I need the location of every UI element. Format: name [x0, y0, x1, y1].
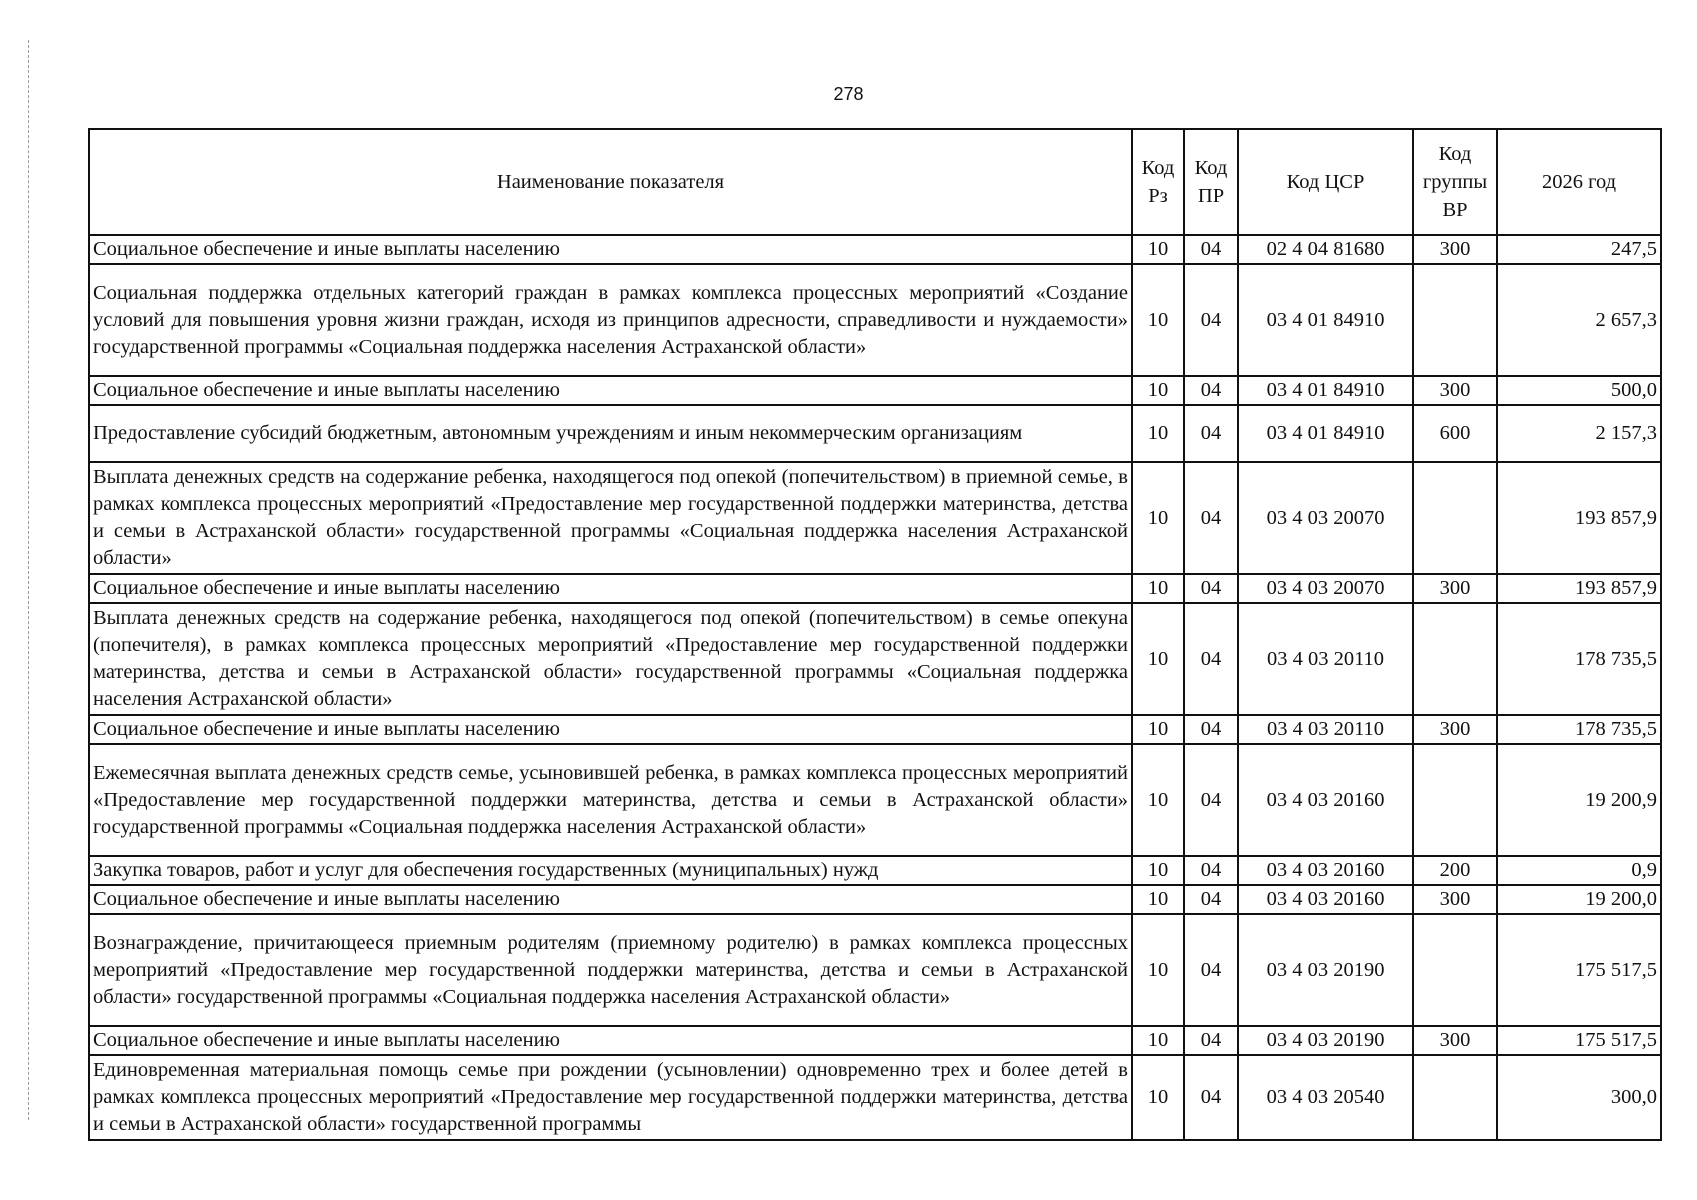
cell-csr: 03 4 03 20160 [1238, 856, 1413, 885]
cell-vr [1413, 914, 1497, 1026]
table-row [89, 1026, 1661, 1055]
cell-name: Закупка товаров, работ и услуг для обеспечения государственных (муниципальных) нужд [89, 856, 1132, 885]
cell-name: Социальное обеспечение и иные выплаты населению [89, 376, 1132, 405]
cell-rz: 10 [1132, 885, 1184, 914]
cell-pr: 04 [1184, 462, 1238, 574]
cell-vr: 300 [1413, 235, 1497, 264]
cell-vr: 300 [1413, 715, 1497, 744]
cell-rz: 10 [1132, 405, 1184, 462]
table-row [89, 405, 1661, 462]
cell-vr [1413, 264, 1497, 376]
cell-name: Социальное обеспечение и иные выплаты населению [89, 885, 1132, 914]
cell-pr: 04 [1184, 1055, 1238, 1140]
cell-csr: 03 4 03 20110 [1238, 603, 1413, 715]
cell-rz: 10 [1132, 574, 1184, 603]
table-row [89, 744, 1661, 856]
table-row [89, 264, 1661, 376]
table-row [89, 235, 1661, 264]
cell-name: Социальное обеспечение и иные выплаты населению [89, 574, 1132, 603]
cell-sum: 19 200,0 [1497, 885, 1661, 914]
cell-vr: 300 [1413, 376, 1497, 405]
cell-name: Социальное обеспечение и иные выплаты населению [89, 235, 1132, 264]
cell-rz: 10 [1132, 1055, 1184, 1140]
cell-sum: 0,9 [1497, 856, 1661, 885]
cell-pr: 04 [1184, 603, 1238, 715]
cell-sum: 247,5 [1497, 235, 1661, 264]
cell-csr: 02 4 04 81680 [1238, 235, 1413, 264]
cell-pr: 04 [1184, 264, 1238, 376]
cell-sum: 178 735,5 [1497, 603, 1661, 715]
table-row [89, 376, 1661, 405]
cell-pr: 04 [1184, 376, 1238, 405]
cell-rz: 10 [1132, 264, 1184, 376]
cell-pr: 04 [1184, 744, 1238, 856]
header-vr: Код группы ВР [1413, 129, 1497, 235]
table-row [89, 715, 1661, 744]
cell-rz: 10 [1132, 603, 1184, 715]
cell-sum: 193 857,9 [1497, 462, 1661, 574]
cell-pr: 04 [1184, 856, 1238, 885]
cell-sum: 178 735,5 [1497, 715, 1661, 744]
header-csr: Код ЦСР [1238, 129, 1413, 235]
table-row [89, 1055, 1661, 1140]
cell-vr [1413, 1055, 1497, 1140]
cell-vr [1413, 744, 1497, 856]
cell-name: Вознаграждение, причитающееся приемным родителям (приемному родителю) в рамках комплекса процессных мероприятий «Предоставление мер государственной поддержки материнства, детства и семьи в Астраханской области» государственной программы «Социальная поддержка населения Астраханской области» [89, 914, 1132, 1026]
cell-sum: 193 857,9 [1497, 574, 1661, 603]
page-margin-line [28, 40, 29, 1120]
cell-rz: 10 [1132, 462, 1184, 574]
cell-csr: 03 4 03 20110 [1238, 715, 1413, 744]
cell-name: Выплата денежных средств на содержание ребенка, находящегося под опекой (попечительством) в приемной семье, в рамках комплекса процессных мероприятий «Предоставление мер государственной поддержки материнства, детства и семьи в Астраханской области» государственной программы «Социальная поддержка населения Астраханской области» [89, 462, 1132, 574]
cell-csr: 03 4 03 20190 [1238, 1026, 1413, 1055]
cell-pr: 04 [1184, 1026, 1238, 1055]
cell-sum: 19 200,9 [1497, 744, 1661, 856]
cell-vr: 300 [1413, 1026, 1497, 1055]
table-row [89, 603, 1661, 715]
cell-pr: 04 [1184, 914, 1238, 1026]
cell-rz: 10 [1132, 856, 1184, 885]
cell-csr: 03 4 03 20190 [1238, 914, 1413, 1026]
cell-csr: 03 4 03 20160 [1238, 744, 1413, 856]
cell-sum: 175 517,5 [1497, 914, 1661, 1026]
cell-csr: 03 4 01 84910 [1238, 405, 1413, 462]
cell-csr: 03 4 03 20160 [1238, 885, 1413, 914]
header-year: 2026 год [1497, 129, 1661, 235]
cell-vr [1413, 603, 1497, 715]
cell-vr: 300 [1413, 885, 1497, 914]
cell-rz: 10 [1132, 715, 1184, 744]
cell-pr: 04 [1184, 405, 1238, 462]
cell-name: Социальная поддержка отдельных категорий граждан в рамках комплекса процессных мероприятий «Создание условий для повышения уровня жизни граждан, исходя из принципов адресности, справедливости и нуждаемости» государственной программы «Социальная поддержка населения Астраханской области» [89, 264, 1132, 376]
table-row [89, 462, 1661, 574]
cell-name: Социальное обеспечение и иные выплаты населению [89, 1026, 1132, 1055]
table-row [89, 914, 1661, 1026]
cell-vr: 200 [1413, 856, 1497, 885]
cell-csr: 03 4 03 20540 [1238, 1055, 1413, 1140]
cell-rz: 10 [1132, 1026, 1184, 1055]
cell-vr: 600 [1413, 405, 1497, 462]
table-row [89, 574, 1661, 603]
cell-sum: 300,0 [1497, 1055, 1661, 1140]
header-pr: Код ПР [1184, 129, 1238, 235]
cell-csr: 03 4 01 84910 [1238, 264, 1413, 376]
header-name: Наименование показателя [89, 129, 1132, 235]
cell-csr: 03 4 01 84910 [1238, 376, 1413, 405]
cell-vr [1413, 462, 1497, 574]
cell-sum: 500,0 [1497, 376, 1661, 405]
cell-rz: 10 [1132, 914, 1184, 1026]
cell-sum: 2 657,3 [1497, 264, 1661, 376]
cell-name: Выплата денежных средств на содержание ребенка, находящегося под опекой (попечительством) в семье опекуна (попечителя), в рамках комплекса процессных мероприятий «Предоставление мер государственной поддержки материнства, детства и семьи в Астраханской области» государственной программы «Социальная поддержка населения Астраханской области» [89, 603, 1132, 715]
cell-csr: 03 4 03 20070 [1238, 574, 1413, 603]
cell-rz: 10 [1132, 744, 1184, 856]
cell-name: Единовременная материальная помощь семье при рождении (усыновлении) одновременно трех и более детей в рамках комплекса процессных мероприятий «Предоставление мер государственной поддержки материнства, детства и семьи в Астраханской области» государственной программы [89, 1055, 1132, 1140]
cell-pr: 04 [1184, 715, 1238, 744]
cell-name: Социальное обеспечение и иные выплаты населению [89, 715, 1132, 744]
cell-rz: 10 [1132, 376, 1184, 405]
cell-pr: 04 [1184, 885, 1238, 914]
cell-pr: 04 [1184, 235, 1238, 264]
budget-table [88, 128, 1662, 1141]
cell-sum: 175 517,5 [1497, 1026, 1661, 1055]
cell-name: Ежемесячная выплата денежных средств семье, усыновившей ребенка, в рамках комплекса процессных мероприятий «Предоставление мер государственной поддержки материнства, детства и семьи в Астраханской области» государственной программы «Социальная поддержка населения Астраханской области» [89, 744, 1132, 856]
cell-csr: 03 4 03 20070 [1238, 462, 1413, 574]
cell-name: Предоставление субсидий бюджетным, автономным учреждениям и иным некоммерческим организациям [89, 405, 1132, 462]
cell-vr: 300 [1413, 574, 1497, 603]
table-row [89, 885, 1661, 914]
table-header-row [89, 129, 1661, 235]
cell-pr: 04 [1184, 574, 1238, 603]
cell-sum: 2 157,3 [1497, 405, 1661, 462]
page-number: 278 [833, 84, 864, 104]
cell-rz: 10 [1132, 235, 1184, 264]
table-row [89, 856, 1661, 885]
header-rz: Код Рз [1132, 129, 1184, 235]
